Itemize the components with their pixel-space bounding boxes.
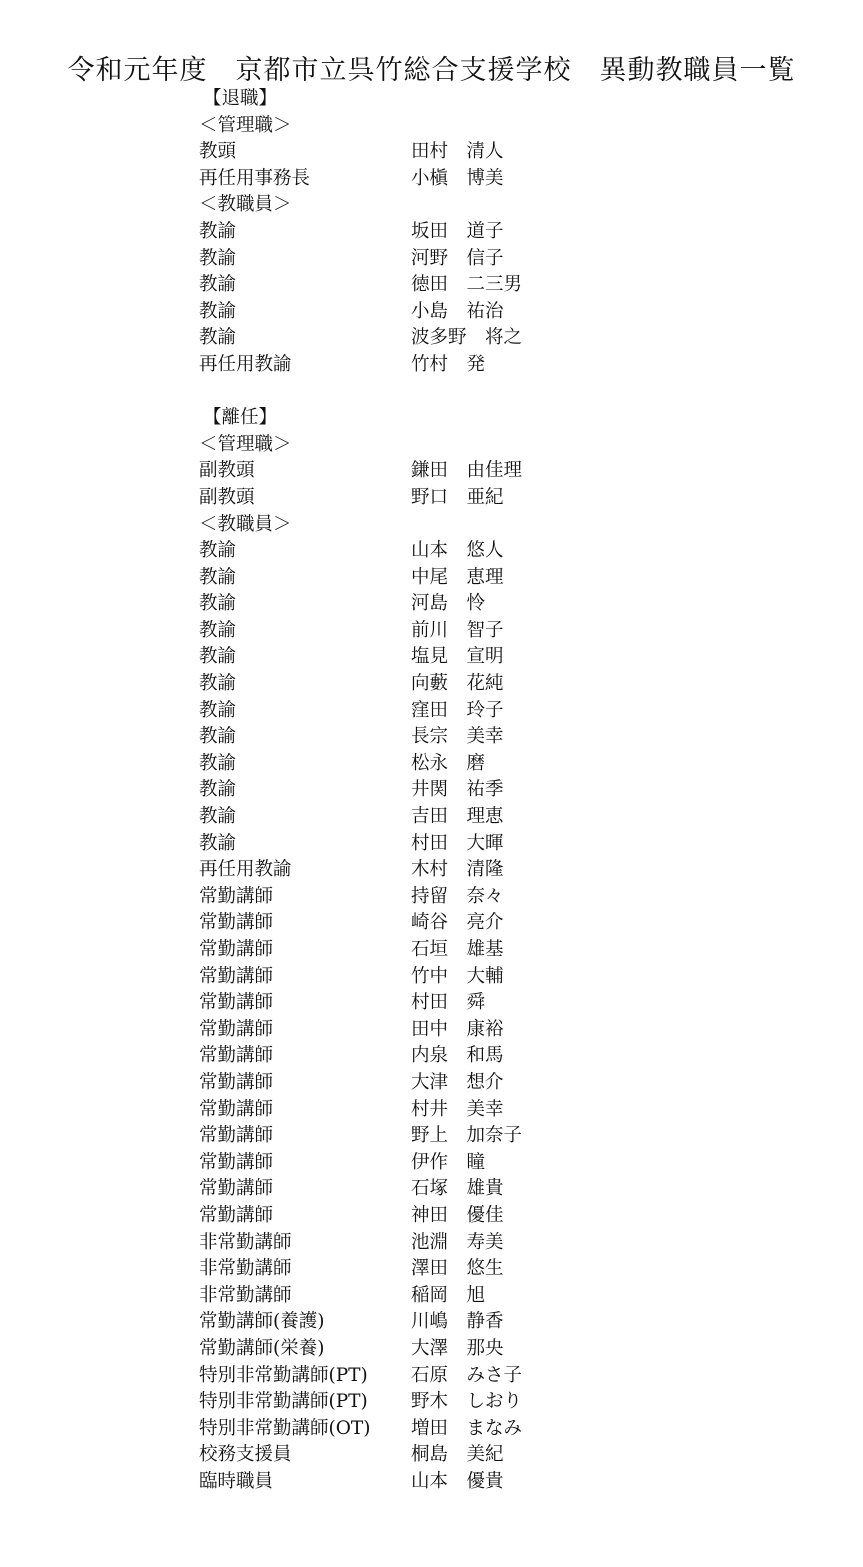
staff-row [199, 219, 759, 246]
staff-name: 山本 悠人 [411, 540, 504, 562]
staff-name: 中尾 恵理 [411, 566, 504, 588]
staff-name: 窪田 玲子 [411, 699, 504, 721]
staff-row [199, 618, 759, 645]
staff-role: 非常勤講師 [199, 1258, 292, 1280]
staff-row [199, 299, 759, 326]
staff-row [199, 139, 759, 166]
staff-row [199, 1230, 759, 1257]
staff-name: 池淵 寿美 [411, 1231, 504, 1253]
staff-name: 持留 奈々 [411, 885, 504, 907]
group-label: ＜管理職＞ [199, 433, 292, 455]
staff-row [199, 246, 759, 273]
staff-role: 常勤講師(養護) [199, 1311, 325, 1333]
staff-row [199, 751, 759, 778]
staff-name: 向藪 花純 [411, 673, 504, 695]
staff-name: 木村 清隆 [411, 859, 504, 881]
staff-name: 崎谷 亮介 [411, 912, 504, 934]
staff-name: 松永 磨 [411, 752, 486, 774]
group-label: ＜教職員＞ [199, 513, 292, 535]
staff-name: 井関 祐季 [411, 779, 504, 801]
staff-name: 波多野 将之 [411, 327, 523, 349]
staff-row [199, 1363, 759, 1390]
staff-role: 常勤講師 [199, 1204, 274, 1226]
staff-name: 塩見 宣明 [411, 646, 504, 668]
staff-name: 神田 優佳 [411, 1204, 504, 1226]
staff-role: 教諭 [199, 726, 237, 748]
staff-row [199, 698, 759, 725]
staff-row [199, 857, 759, 884]
staff-row [199, 1203, 759, 1230]
staff-name: 坂田 道子 [411, 220, 504, 242]
staff-role: 教諭 [199, 300, 237, 322]
staff-role: 常勤講師 [199, 1071, 274, 1093]
staff-role: 教諭 [199, 752, 237, 774]
staff-role: 常勤講師 [199, 1018, 274, 1040]
staff-role: 常勤講師 [199, 1151, 274, 1173]
staff-row [199, 538, 759, 565]
staff-name: 川嶋 静香 [411, 1311, 504, 1333]
staff-row [199, 565, 759, 592]
section-spacer [199, 379, 759, 406]
section-heading: 【離任】 [203, 407, 278, 429]
page-title: 令和元年度 京都市立呉竹総合支援学校 異動教職員一覧 [67, 55, 796, 86]
staff-role: 常勤講師 [199, 1045, 274, 1067]
staff-role: 教諭 [199, 540, 237, 562]
staff-row [199, 831, 759, 858]
staff-role: 教諭 [199, 619, 237, 641]
staff-role: 教諭 [199, 274, 237, 296]
staff-row [199, 671, 759, 698]
staff-role: 教諭 [199, 806, 237, 828]
staff-role: 常勤講師 [199, 1178, 274, 1200]
staff-role: 常勤講師 [199, 965, 274, 987]
staff-role: 常勤講師 [199, 885, 274, 907]
staff-name: 長宗 美幸 [411, 726, 504, 748]
staff-role: 校務支援員 [199, 1444, 292, 1466]
staff-name: 増田 まなみ [411, 1417, 523, 1439]
staff-name: 田村 清人 [411, 141, 504, 163]
staff-row [199, 325, 759, 352]
staff-name: 河島 怜 [411, 593, 486, 615]
staff-role: 教諭 [199, 593, 237, 615]
staff-role: 特別非常勤講師(PT) [199, 1364, 368, 1386]
staff-role: 教頭 [199, 141, 237, 163]
staff-row [199, 1442, 759, 1469]
staff-role: 常勤講師 [199, 912, 274, 934]
staff-role: 教諭 [199, 832, 237, 854]
staff-row [199, 1017, 759, 1044]
staff-row [199, 964, 759, 991]
staff-row [199, 804, 759, 831]
staff-role: 特別非常勤講師(OT) [199, 1417, 371, 1439]
staff-list [199, 86, 759, 1495]
staff-role: 教諭 [199, 779, 237, 801]
staff-role: 教諭 [199, 699, 237, 721]
staff-row [199, 777, 759, 804]
staff-row [199, 1469, 759, 1496]
staff-row [199, 1150, 759, 1177]
staff-row [199, 166, 759, 193]
staff-name: 澤田 悠生 [411, 1258, 504, 1280]
staff-row [199, 937, 759, 964]
staff-name: 村田 大暉 [411, 832, 504, 854]
staff-name: 竹中 大輔 [411, 965, 504, 987]
staff-name: 徳田 二三男 [411, 274, 523, 296]
staff-role: 教諭 [199, 220, 237, 242]
staff-role: 非常勤講師 [199, 1284, 292, 1306]
staff-role: 臨時職員 [199, 1470, 274, 1492]
staff-role: 再任用教諭 [199, 859, 292, 881]
staff-row [199, 1070, 759, 1097]
staff-row [199, 1336, 759, 1363]
staff-row [199, 591, 759, 618]
staff-name: 前川 智子 [411, 619, 504, 641]
group-label: ＜教職員＞ [199, 194, 292, 216]
staff-row [199, 644, 759, 671]
staff-name: 河野 信子 [411, 247, 504, 269]
staff-row [199, 1043, 759, 1070]
staff-role: 再任用教諭 [199, 353, 292, 375]
staff-row [199, 485, 759, 512]
staff-role: 教諭 [199, 646, 237, 668]
staff-role: 常勤講師 [199, 1125, 274, 1147]
staff-name: 桐島 美紀 [411, 1444, 504, 1466]
staff-name: 野口 亜紀 [411, 486, 504, 508]
staff-name: 鎌田 由佳理 [411, 460, 523, 482]
staff-role: 教諭 [199, 673, 237, 695]
staff-row [199, 910, 759, 937]
staff-name: 稲岡 旭 [411, 1284, 486, 1306]
staff-row [199, 1123, 759, 1150]
staff-name: 石原 みさ子 [411, 1364, 523, 1386]
staff-name: 野木 しおり [411, 1391, 523, 1413]
staff-role: 再任用事務長 [199, 167, 311, 189]
group-label: ＜管理職＞ [199, 114, 292, 136]
staff-role: 常勤講師 [199, 939, 274, 960]
staff-row [199, 1309, 759, 1336]
staff-name: 伊作 瞳 [411, 1151, 486, 1173]
staff-role: 教諭 [199, 566, 237, 588]
staff-row [199, 884, 759, 911]
staff-row [199, 990, 759, 1017]
staff-role: 常勤講師 [199, 1098, 274, 1120]
staff-name: 大澤 那央 [411, 1337, 504, 1359]
staff-name: 野上 加奈子 [411, 1125, 523, 1147]
staff-role: 特別非常勤講師(PT) [199, 1391, 368, 1413]
staff-name: 田中 康裕 [411, 1018, 504, 1040]
section-heading: 【退職】 [203, 88, 278, 109]
staff-role: 副教頭 [199, 460, 255, 482]
staff-row [199, 458, 759, 485]
staff-name: 村田 舜 [411, 992, 486, 1014]
staff-row [199, 724, 759, 751]
staff-name: 竹村 発 [411, 353, 486, 375]
staff-role: 副教頭 [199, 486, 255, 508]
staff-name: 山本 優貴 [411, 1470, 504, 1492]
staff-name: 大津 想介 [411, 1071, 504, 1093]
staff-row [199, 1416, 759, 1443]
staff-name: 村井 美幸 [411, 1098, 504, 1120]
staff-name: 石垣 雄基 [411, 939, 504, 960]
staff-role: 常勤講師(栄養) [199, 1337, 325, 1359]
staff-row [199, 1256, 759, 1283]
staff-row [199, 1176, 759, 1203]
staff-row [199, 352, 759, 379]
staff-row [199, 1283, 759, 1310]
staff-row [199, 272, 759, 299]
staff-name: 石塚 雄貴 [411, 1178, 504, 1200]
staff-role: 教諭 [199, 247, 237, 269]
staff-row [199, 1097, 759, 1124]
staff-row [199, 1389, 759, 1416]
staff-role: 常勤講師 [199, 992, 274, 1014]
staff-name: 吉田 理恵 [411, 806, 504, 828]
staff-name: 小槇 博美 [411, 167, 504, 189]
staff-name: 内泉 和馬 [411, 1045, 504, 1067]
staff-role: 教諭 [199, 327, 237, 349]
staff-name: 小島 祐治 [411, 300, 504, 322]
staff-role: 非常勤講師 [199, 1231, 292, 1253]
